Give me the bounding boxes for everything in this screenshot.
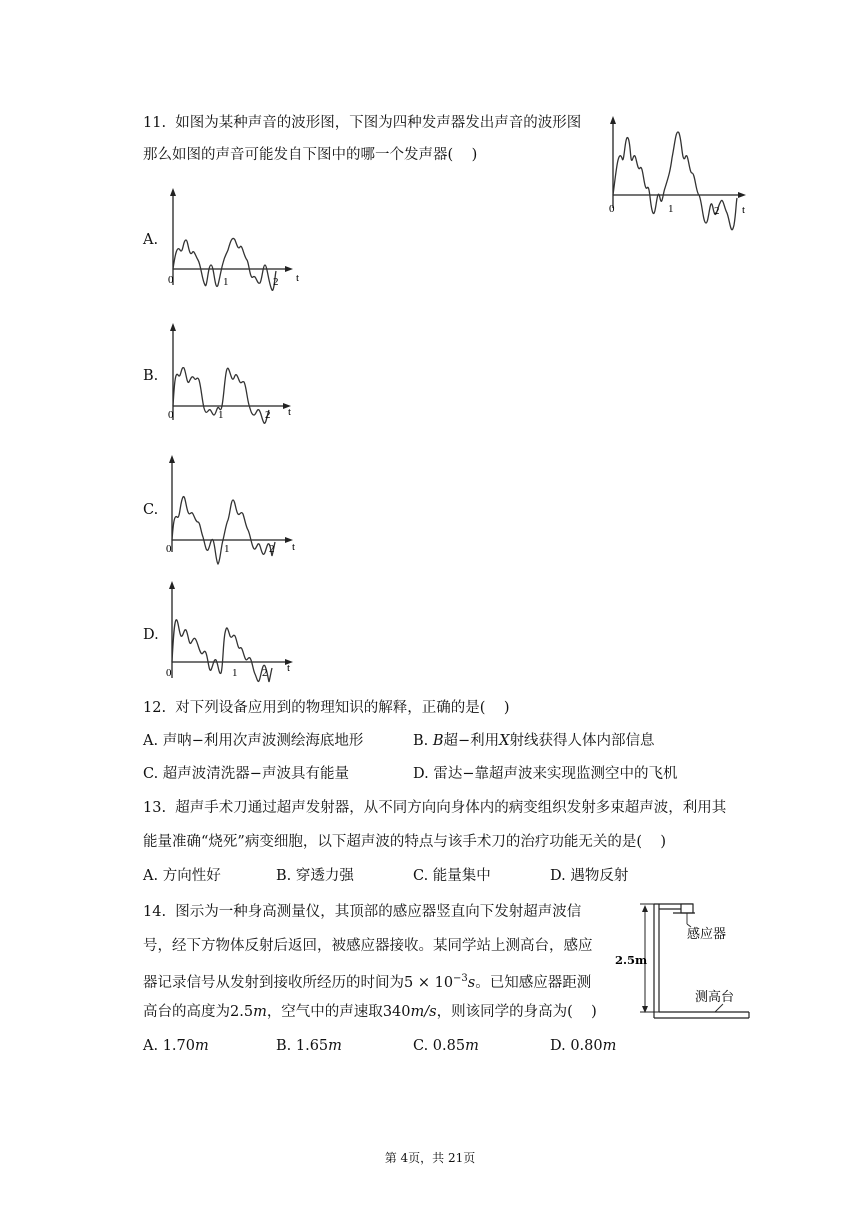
d-axis-t: t <box>287 662 291 674</box>
q14-option-a[interactable]: A. 1.70m <box>143 1038 209 1054</box>
a-tick-one: 1 <box>223 276 229 288</box>
ref-tick-one: 1 <box>668 203 674 215</box>
q14-stem-line3: 器记录信号从发射到接收所经历的时间为$5 \times 10^{-3}s$。已知感应器距测 <box>143 973 592 991</box>
q14-stem-line2: 号，经下方物体反射后返回，被感应器接收。某同学站上测高台，感应 <box>143 938 593 954</box>
q12-option-b[interactable]: B. B超−利用X射线获得人体内部信息 <box>413 733 655 749</box>
q14-stem-line1: 14. 图示为一种身高测量仪，其顶部的感应器竖直向下发射超声波信 <box>143 904 582 920</box>
page-footer: 第 4页，共 21页 <box>384 1151 476 1165</box>
q13-option-c[interactable]: C. 能量集中 <box>413 868 491 884</box>
q14-option-d[interactable]: D. 0.80m <box>550 1038 617 1054</box>
q13-stem-line2: 能量准确“烧死”病变细胞，以下超声波的特点与该手术刀的治疗功能无关的是( ) <box>143 834 667 850</box>
a-axis-t: t <box>296 272 300 284</box>
q14-option-c[interactable]: C. 0.85m <box>413 1038 479 1054</box>
b-axis-t: t <box>288 406 292 418</box>
q11-option-a-waveform <box>165 185 310 295</box>
figure-platform-label: 测高台 <box>695 990 735 1005</box>
b-tick-zero: 0 <box>168 409 174 421</box>
q13-option-a[interactable]: A. 方向性好 <box>143 868 221 884</box>
q12-option-d[interactable]: D. 雷达−靠超声波来实现监测空中的飞机 <box>413 766 678 782</box>
c-axis-t: t <box>292 541 296 553</box>
d-tick-zero: 0 <box>166 667 172 679</box>
q11-stem-line2: 那么如图的声音可能发自下图中的哪一个发声器( ) <box>143 147 478 163</box>
ref-tick-zero: 0 <box>609 203 615 215</box>
q11-option-a-label[interactable]: A. <box>143 232 159 248</box>
q12-option-a[interactable]: A. 声呐−利用次声波测绘海底地形 <box>143 733 364 749</box>
q11-option-d-label[interactable]: D. <box>143 627 159 643</box>
d-tick-two: 2 <box>262 667 268 679</box>
q11-option-c-waveform <box>162 452 307 570</box>
d-tick-one: 1 <box>232 667 238 679</box>
q13-option-d[interactable]: D. 遇物反射 <box>550 868 629 884</box>
a-tick-two: 2 <box>273 276 279 288</box>
height-meter-figure <box>615 898 755 1028</box>
q11-option-c-label[interactable]: C. <box>143 502 159 518</box>
c-tick-zero: 0 <box>166 543 172 555</box>
ref-tick-two: 2 <box>714 205 720 217</box>
q11-option-b-label[interactable]: B. <box>143 368 159 384</box>
b-tick-two: 2 <box>265 409 271 421</box>
b-tick-one: 1 <box>218 409 224 421</box>
ref-axis-t: t <box>742 204 746 216</box>
sensor-block <box>681 904 693 913</box>
q13-stem-line1: 13. 超声手术刀通过超声发射器，从不同方向向身体内的病变组织发射多束超声波，利用其 <box>143 800 727 816</box>
q14-stem-line4: 高台的高度为2.5m，空气中的声速取340m/s，则该同学的身高为( ) <box>143 1004 597 1020</box>
q13-option-b[interactable]: B. 穿透力强 <box>276 868 354 884</box>
figure-sensor-label: 感应器 <box>687 927 727 942</box>
q12-option-c[interactable]: C. 超声波清洗器−声波具有能量 <box>143 766 349 782</box>
q11-reference-waveform <box>600 113 760 243</box>
c-tick-one: 1 <box>224 543 230 555</box>
q11-stem-line1: 11. 如图为某种声音的波形图，下图为四种发声器发出声音的波形图 <box>143 115 582 131</box>
q11-option-b-waveform <box>165 320 310 430</box>
q11-option-d-waveform <box>162 578 307 693</box>
figure-height-label: 2.5m <box>615 953 648 967</box>
c-tick-two: 2 <box>269 543 275 555</box>
q14-option-b[interactable]: B. 1.65m <box>276 1038 342 1054</box>
q12-stem: 12. 对下列设备应用到的物理知识的解释，正确的是( ) <box>143 700 510 716</box>
a-tick-zero: 0 <box>168 274 174 286</box>
